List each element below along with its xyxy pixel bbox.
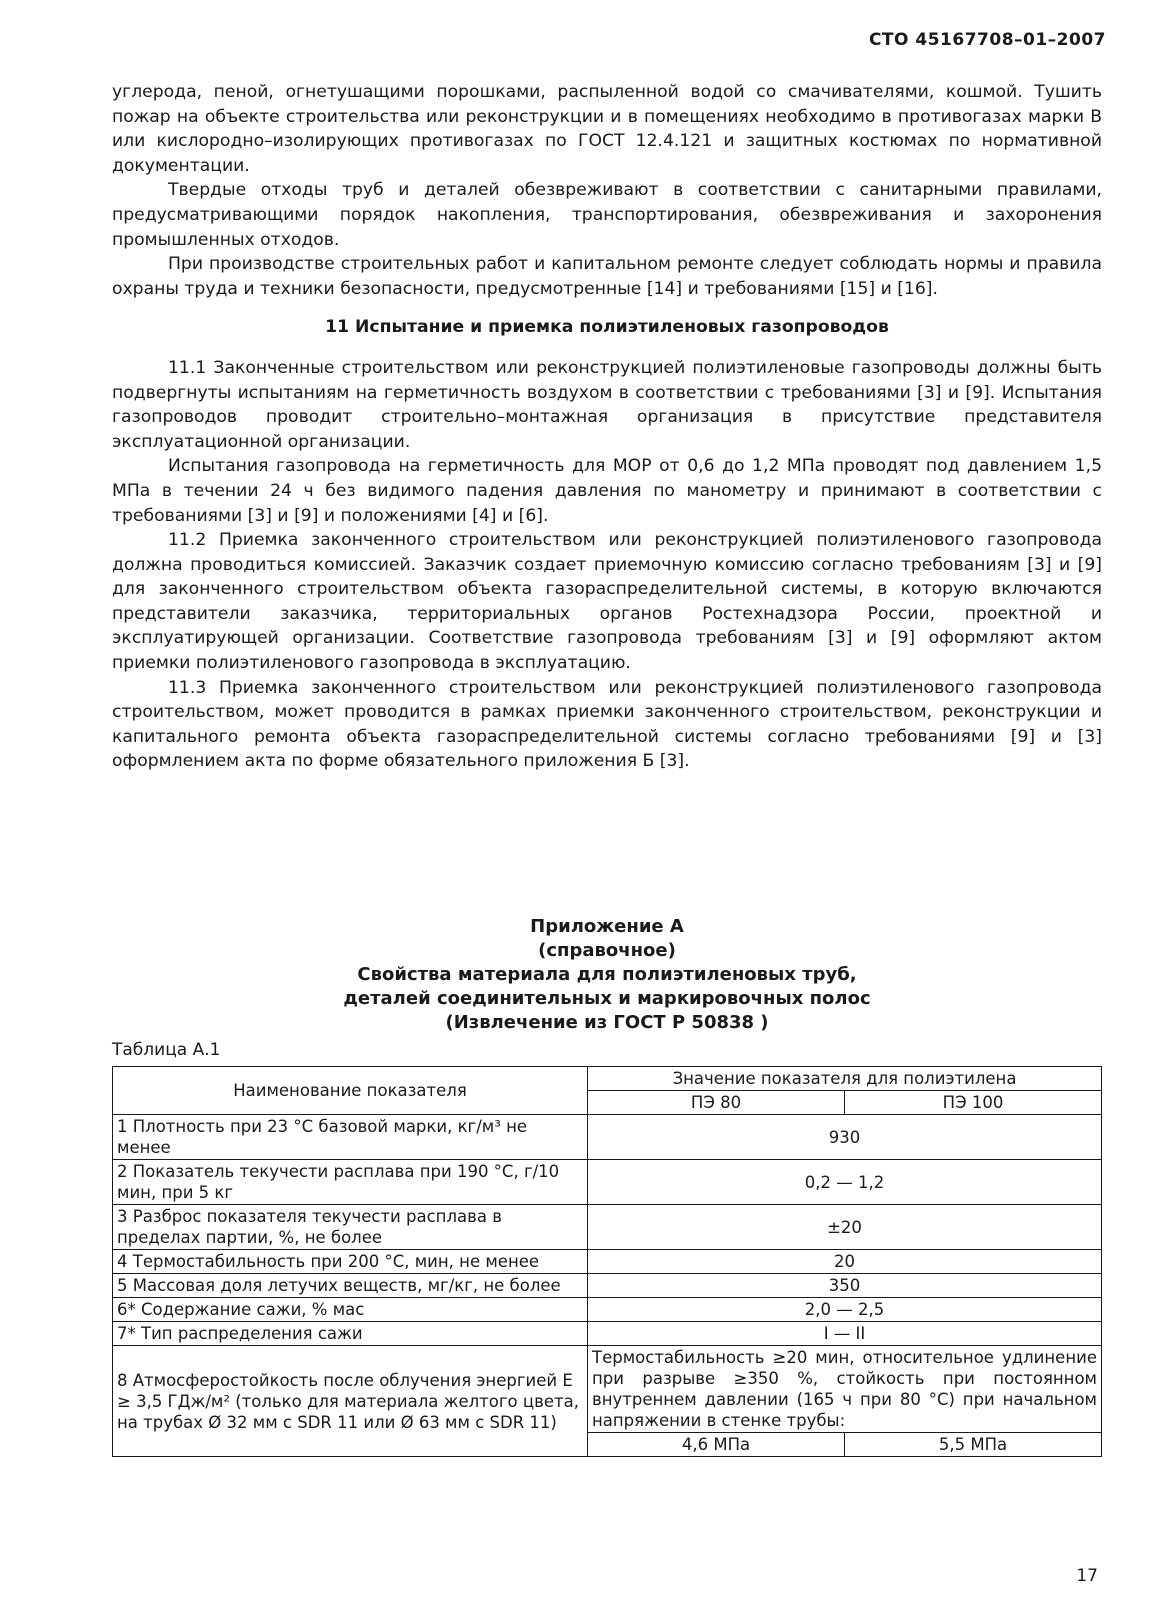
table-row (113, 1346, 1102, 1433)
appendix-title: Приложение А (530, 916, 684, 937)
appendix-type: (справочное) (538, 940, 676, 961)
appendix-subtitle: деталей соединительных и маркировочных полос (343, 988, 871, 1009)
paragraph: Твердые отходы труб и деталей обезвреживают в соответствии с санитарными правилами, предусматривающими порядок накопления, транспортирования, обезвреживания и захоронения промышленных отходов. (112, 180, 1102, 250)
row-value: 0,2 — 1,2 (588, 1160, 1102, 1205)
row-name: 8 Атмосферостойкость после облучения энергией Е ≥ 3,5 ГДж/м² (только для материала желтого цвета, на трубах Ø 32 мм с SDR 11 или Ø 63 мм с SDR 11) (113, 1346, 588, 1457)
paragraph: 11.1 Законченные строительством или реконструкцией полиэтиленовые газопроводы должны быть подвергнуты испытаниям на герметичность воздухом в соответствии с требованиями [3] и [9]. Испытания газопроводов проводит строительно–монтажная организация в присутствие представителя эксплуатационной организации. (112, 357, 1102, 452)
page-number: 17 (1076, 1566, 1098, 1586)
table-caption: Таблица А.1 (112, 1040, 221, 1060)
row-name: 1 Плотность при 23 °С базовой марки, кг/м³ не менее (113, 1115, 588, 1160)
row-value: Термостабильность ≥20 мин, относительное удлинение при разрыве ≥350 %, стойкость при постоянном внутреннем давлении (165 ч при 80 °С) при начальном напряжении в стенке трубы: (588, 1346, 1102, 1433)
table-row (113, 1274, 1102, 1298)
appendix-source: (Извлечение из ГОСТ Р 50838 ) (445, 1012, 769, 1033)
properties-table (112, 1066, 1102, 1457)
table-row (113, 1322, 1102, 1346)
paragraph: Испытания газопровода на герметичность для МОР от 0,6 до 1,2 МПа проводят под давлением 1,5 МПа в течении 24 ч без видимого падения давления по манометру и принимают в соответствии с требованиями [3] и [9] и положениями [4] и [6]. (112, 456, 1102, 526)
paragraph: 11.2 Приемка законченного строительством или реконструкцией полиэтиленового газопровода должна проводиться комиссией. Заказчик создает приемочную комиссию согласно требованиям [3] и [9] для законченного строительством объекта газораспределительной системы, в которую включаются представители заказчика, территориальных органов Ростехнадзора России, проектной и эксплуатирующей организации. Соответствие газопровода требованиям [3] и [9] оформляют актом приемки полиэтиленового газопровода в эксплуатацию. (112, 530, 1102, 674)
row-value-pe100: 5,5 МПа (844, 1433, 1101, 1457)
header-pe100: ПЭ 100 (844, 1091, 1101, 1115)
paragraph: При производстве строительных работ и капитальном ремонте следует соблюдать нормы и правила охраны труда и техники безопасности, предусмотренные [14] и требованиями [15] и [16]. (112, 254, 1102, 299)
section-title: 11 Испытание и приемка полиэтиленовых газопроводов (325, 317, 889, 338)
row-value: I — II (588, 1322, 1102, 1346)
row-value: 930 (588, 1115, 1102, 1160)
row-name: 5 Массовая доля летучих веществ, мг/кг, не более (113, 1274, 588, 1298)
row-name: 3 Разброс показателя текучести расплава в пределах партии, %, не более (113, 1205, 588, 1250)
header-name: Наименование показателя (113, 1067, 588, 1115)
row-name: 4 Термостабильность при 200 °С, мин, не менее (113, 1250, 588, 1274)
row-name: 7* Тип распределения сажи (113, 1322, 588, 1346)
row-name: 2 Показатель текучести расплава при 190 °С, г/10 мин, при 5 кг (113, 1160, 588, 1205)
header-value: Значение показателя для полиэтилена (588, 1067, 1102, 1091)
row-value: 350 (588, 1274, 1102, 1298)
paragraph: углерода, пеной, огнетушащими порошками, распыленной водой со смачивателями, кошмой. Тушить пожар на объекте строительства или реконструкции и в помещениях необходимо в противогазах марки В или кислородно–изолирующих противогазах по ГОСТ 12.4.121 и защитных костюмах по нормативной документации. (112, 82, 1102, 176)
table-row (113, 1205, 1102, 1250)
table-row (113, 1298, 1102, 1322)
row-value-pe80: 4,6 МПа (588, 1433, 845, 1457)
table-header-row (113, 1067, 1102, 1091)
row-value: 20 (588, 1250, 1102, 1274)
body-text (112, 80, 1102, 774)
row-name: 6* Содержание сажи, % мас (113, 1298, 588, 1322)
header-pe80: ПЭ 80 (588, 1091, 845, 1115)
table-row (113, 1160, 1102, 1205)
row-value: 2,0 — 2,5 (588, 1298, 1102, 1322)
table-row (113, 1115, 1102, 1160)
appendix-heading (112, 915, 1102, 1035)
table-row (113, 1250, 1102, 1274)
appendix-subtitle: Свойства материала для полиэтиленовых труб, (357, 964, 857, 985)
document-code: СТО 45167708–01–2007 (868, 30, 1106, 50)
paragraph: 11.3 Приемка законченного строительством или реконструкцией полиэтиленового газопровода строительством, может проводится в рамках приемки законченного строительством, реконструкции и капитального ремонта объекта газораспределительной системы согласно требованиями [9] и [3] оформлением акта по форме обязательного приложения Б [3]. (112, 677, 1102, 772)
row-value: ±20 (588, 1205, 1102, 1250)
